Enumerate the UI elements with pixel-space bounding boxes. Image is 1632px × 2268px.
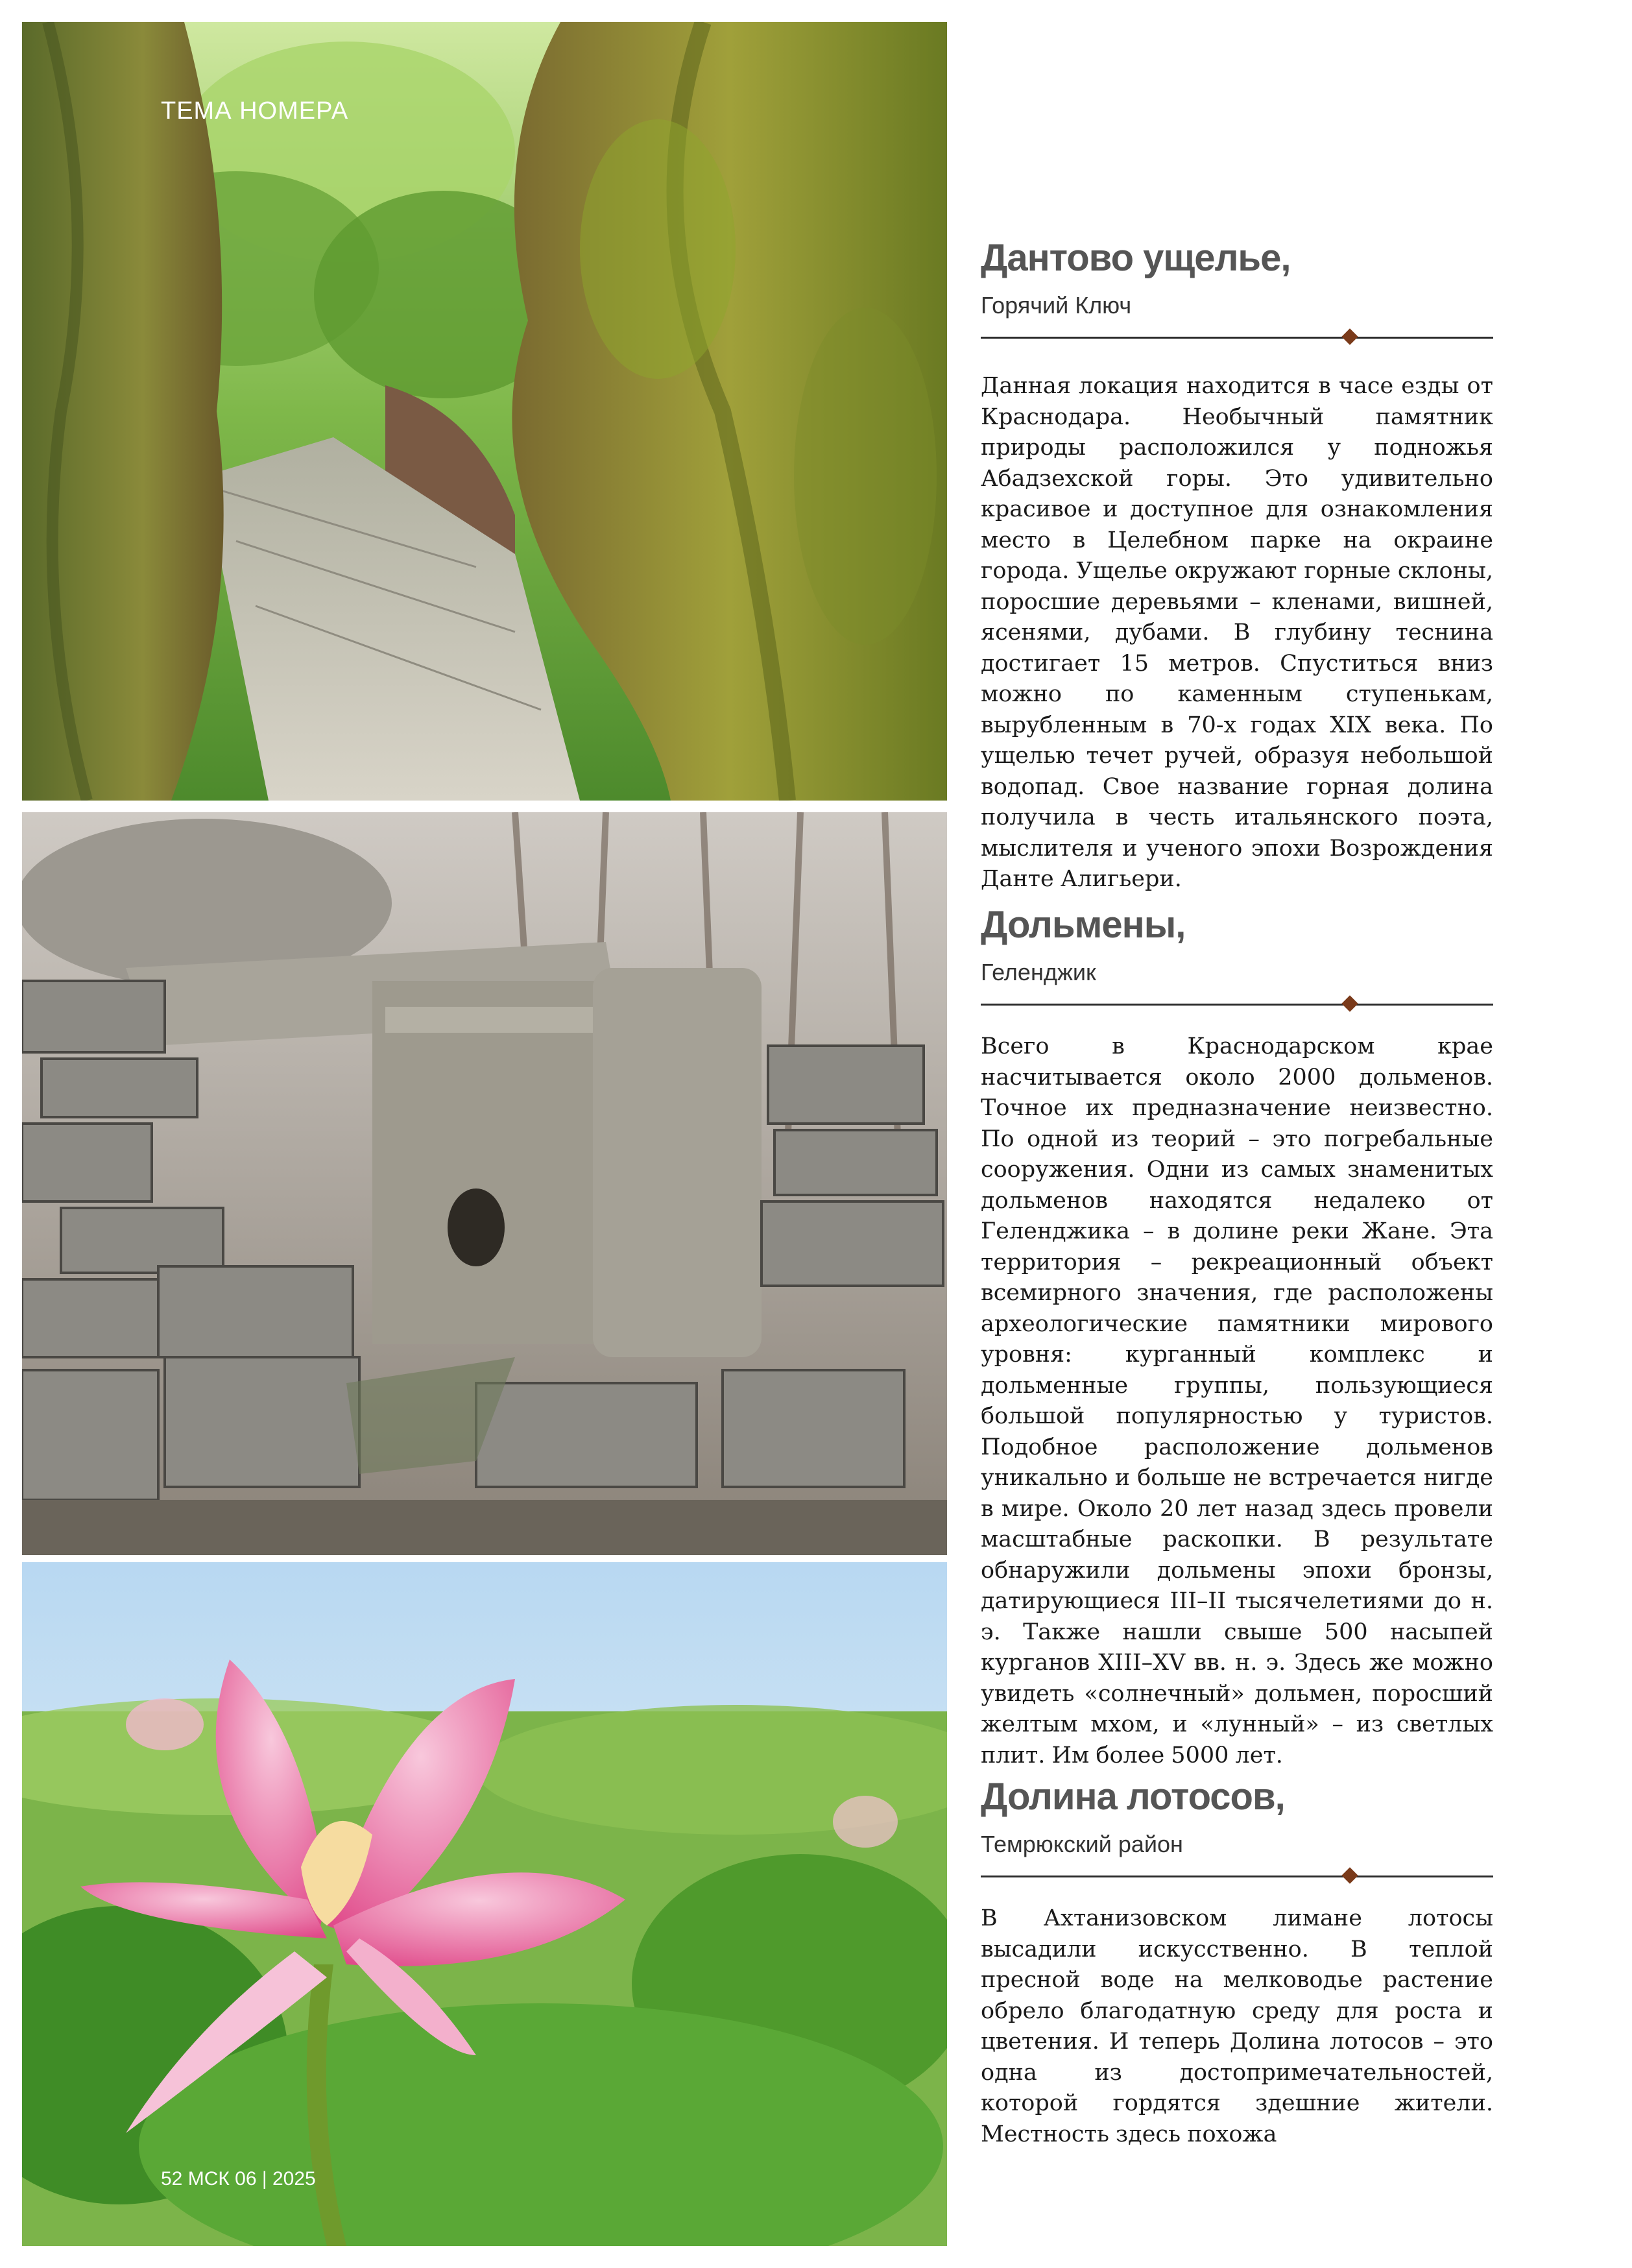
section-subtitle-dolmens: Геленджик <box>981 959 1096 985</box>
section-subtitle-dante-gorge: Горячий Ключ <box>981 292 1132 319</box>
photo-dolmen <box>22 812 947 1555</box>
section-divider <box>981 328 1493 346</box>
section-title-lotus-valley: Долина лотосов, <box>981 1776 1285 1818</box>
section-body-lotus-valley: В Ахтанизовском лимане лотосы высадили искусственно. В теплой пресной воде на мелководье растение обрело благодатную среду для роста и цветения. И теперь Долина лотосов – это одна из достопримечательностей, которой гордятся здешние жители. Местность здесь похожа <box>981 1905 1493 2147</box>
section-body-dolmens: Всего в Краснодарском крае насчитывается около 2000 дольменов. Точное их предназначение неизвестно. По одной из теорий – это погребальные сооружения. Одни из самых знаменитых дольменов находятся недалеко от Геленджика – в долине реки Жане. Эта территория – рекреационный объект всемирного значения, где расположены археологические памятники мирового уровня: курганный комплекс и дольменные группы, пользующиеся большой популярностью у туристов. Подобное расположение дольменов уникально и больше не встречается нигде в мире. Около 20 лет назад здесь провели масштабные раскопки. В результате обнаружили дольмены эпохи бронзы, датирующиеся III–II тысячелетиями до н. э. Также нашли свыше 500 насыпей курганов XIII–XV вв. н. э. Здесь же можно увидеть «солнечный» дольмен, поросший желтым мхом, и «лунный» – из светлых плит. Им более 5000 лет. <box>981 1033 1493 1768</box>
section-divider <box>981 995 1493 1013</box>
photo-lotus <box>22 1562 947 2246</box>
diamond-ornament-icon <box>1341 328 1358 344</box>
diamond-ornament-icon <box>1341 1867 1358 1883</box>
section-title-dante-gorge: Дантово ущелье, <box>981 237 1291 279</box>
section-divider <box>981 1867 1493 1885</box>
diamond-ornament-icon <box>1341 995 1358 1011</box>
section-rubric: ТЕМА НОМЕРА <box>161 97 349 125</box>
photo-dante-gorge <box>22 22 947 801</box>
section-title-dolmens: Дольмены, <box>981 904 1186 946</box>
page-folio: 52 МСК 06 | 2025 <box>161 2168 316 2190</box>
section-subtitle-lotus-valley: Темрюкский район <box>981 1831 1183 1857</box>
section-body-dante-gorge: Данная локация находится в часе езды от Краснодара. Необычный памятник природы расположился у подножья Абадзехской горы. Это удивительно красивое и доступное для ознакомления место в Целебном парке на окраине города. Ущелье окружают горные склоны, поросшие деревьями – кленами, вишней, ясенями, дубами. В глубину теснина достигает 15 метров. Спуститься вниз можно по каменным ступенькам, вырубленным в 70-х годах XIX века. По ущелью течет ручей, образуя небольшой водопад. Свое название горная долина получила в честь итальянского поэта, мыслителя и ученого эпохи Возрождения Данте Алигьери. <box>981 373 1493 892</box>
